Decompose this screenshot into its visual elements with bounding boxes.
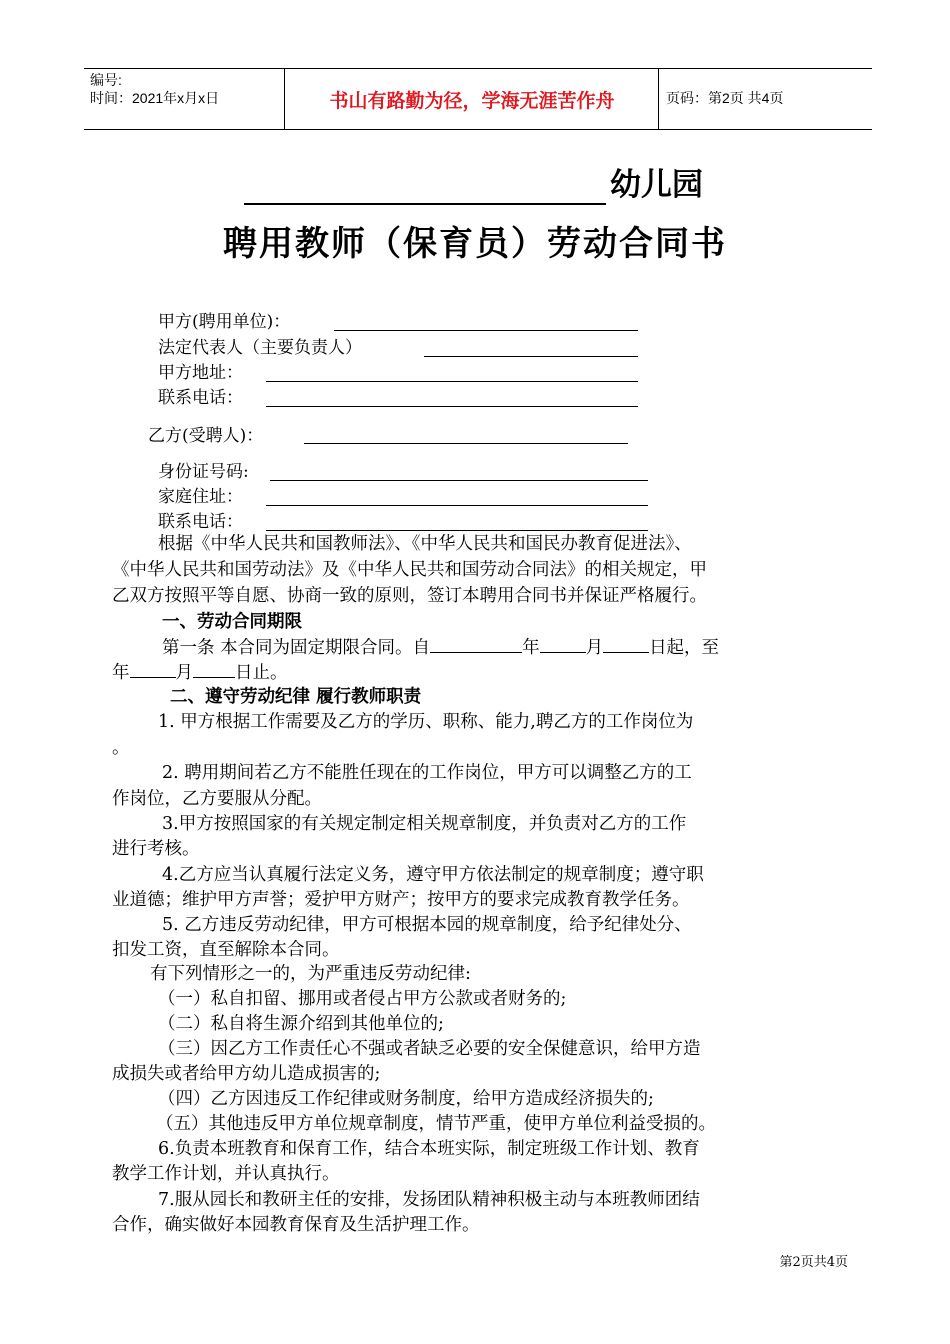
party-a-rep-line — [424, 356, 638, 357]
paragraph-line: 7.服从园长和教研主任的安排，发扬团队精神积极主动与本班教师团结 — [158, 1190, 700, 1210]
paragraph-line: 业道德；维护甲方声誉；爱护甲方财产；按甲方的要求完成教育教学任务。 — [112, 890, 690, 910]
number-label: 编号: — [90, 72, 122, 88]
kindergarten-title — [244, 165, 703, 205]
footer-page-number: 第2页共4页 — [779, 1255, 848, 1270]
list-item: 成损失或者给甲方幼儿造成损害的; — [112, 1064, 381, 1084]
paragraph-line: 教学工作计划，并认真执行。 — [112, 1164, 340, 1184]
header-page-info: 页码：第2页 共4页 — [666, 90, 784, 106]
list-item: （一）私自扣留、挪用或者侵占甲方公款或者财务的; — [158, 989, 567, 1009]
paragraph-line: 合作，确实做好本园教育保育及生活护理工作。 — [112, 1215, 480, 1235]
party-a-unit-line — [334, 330, 638, 331]
end-label: 日止。 — [235, 663, 288, 683]
list-item: （二）私自将生源介绍到其他单位的; — [158, 1014, 444, 1034]
party-a-address-line — [266, 381, 638, 382]
paragraph-line: 1. 甲方根据工作需要及乙方的学历、职称、能力,聘乙方的工作岗位为 — [158, 712, 694, 732]
list-item: （三）因乙方工作责任心不强或者缺乏必要的安全保健意识，给甲方造 — [158, 1039, 701, 1059]
party-b-id-line — [270, 480, 648, 481]
day-from-label: 日起，至 — [649, 638, 720, 658]
contract-title: 聘用教师（保育员）劳动合同书 — [223, 224, 727, 264]
paragraph-line: 4.乙方应当认真履行法定义务，遵守甲方依法制定的规章制度；遵守职 — [162, 865, 704, 885]
paragraph-line: 3.甲方按照国家的有关规定制定相关规章制度，并负责对乙方的工作 — [162, 814, 687, 834]
header-divider — [284, 69, 285, 129]
paragraph-line: 扣发工资，直至解除本合同。 — [112, 940, 340, 960]
party-b-home-line — [266, 505, 648, 506]
paragraph-line: 有下列情形之一的，为严重违反劳动纪律: — [150, 964, 471, 984]
paragraph-line: 2. 聘用期间若乙方不能胜任现在的工作岗位，甲方可以调整乙方的工 — [162, 763, 692, 783]
header-bar — [84, 68, 872, 130]
month-label: 月 — [585, 638, 604, 658]
party-b-home-label: 家庭住址： — [158, 487, 243, 507]
paragraph-line: 作岗位，乙方要服从分配。 — [112, 789, 322, 809]
month-blank — [540, 634, 586, 653]
party-a-address-label: 甲方地址： — [158, 363, 243, 383]
paragraph-line: 5. 乙方违反劳动纪律，甲方可根据本园的规章制度，给予纪律处分、 — [162, 915, 692, 935]
day-blank — [193, 659, 235, 678]
year-label: 年 — [522, 638, 540, 658]
day-blank — [603, 634, 649, 653]
article-1-line — [112, 659, 288, 686]
month-label: 月 — [175, 663, 193, 683]
list-item: （五）其他违反甲方单位规章制度，情节严重，使甲方单位利益受损的。 — [156, 1114, 716, 1134]
article-1-line — [162, 634, 719, 661]
party-b-line — [304, 443, 628, 444]
party-b-id-label: 身份证号码: — [158, 462, 249, 482]
header-divider — [658, 69, 659, 129]
section-heading: 一、劳动合同期限 — [162, 612, 302, 632]
intro-line: 《中华人民共和国劳动法》及《中华人民共和国劳动合同法》的相关规定，甲 — [112, 560, 707, 580]
party-b-label: 乙方(受聘人)： — [148, 426, 264, 446]
party-a-rep-label: 法定代表人（主要负责人） — [158, 338, 362, 358]
party-b-phone-label: 联系电话： — [158, 512, 243, 532]
party-a-phone-line — [266, 406, 638, 407]
intro-line: 根据《中华人民共和国教师法》、《中华人民共和国民办教育促进法》、 — [158, 534, 692, 554]
year-label: 年 — [112, 663, 130, 683]
kindergarten-name-blank — [244, 171, 606, 205]
article-1-text: 第一条 本合同为固定期限合同。自 — [162, 638, 431, 658]
month-blank — [130, 659, 176, 678]
paragraph-line: 进行考核。 — [112, 839, 200, 859]
paragraph-line: 6.负责本班教育和保育工作，结合本班实际，制定班级工作计划、教育 — [158, 1139, 700, 1159]
list-item: （四）乙方因违反工作纪律或财务制度，给甲方造成经济损失的; — [158, 1089, 654, 1109]
party-a-unit-label: 甲方(聘用单位)： — [158, 312, 291, 332]
time-label: 时间：2021年x月x日 — [90, 90, 220, 106]
header-meta — [90, 71, 219, 107]
intro-line: 乙双方按照平等自愿、协商一致的原则，签订本聘用合同书并保证严格履行。 — [112, 586, 707, 606]
header-motto: 书山有路勤为径，学海无涯苦作舟 — [329, 89, 615, 112]
kindergarten-suffix: 幼儿园 — [610, 167, 703, 203]
section-heading: 二、遵守劳动纪律 履行教师职责 — [170, 687, 422, 707]
paragraph-line: 。 — [112, 738, 130, 758]
party-a-phone-label: 联系电话： — [158, 388, 243, 408]
year-blank — [430, 634, 522, 653]
